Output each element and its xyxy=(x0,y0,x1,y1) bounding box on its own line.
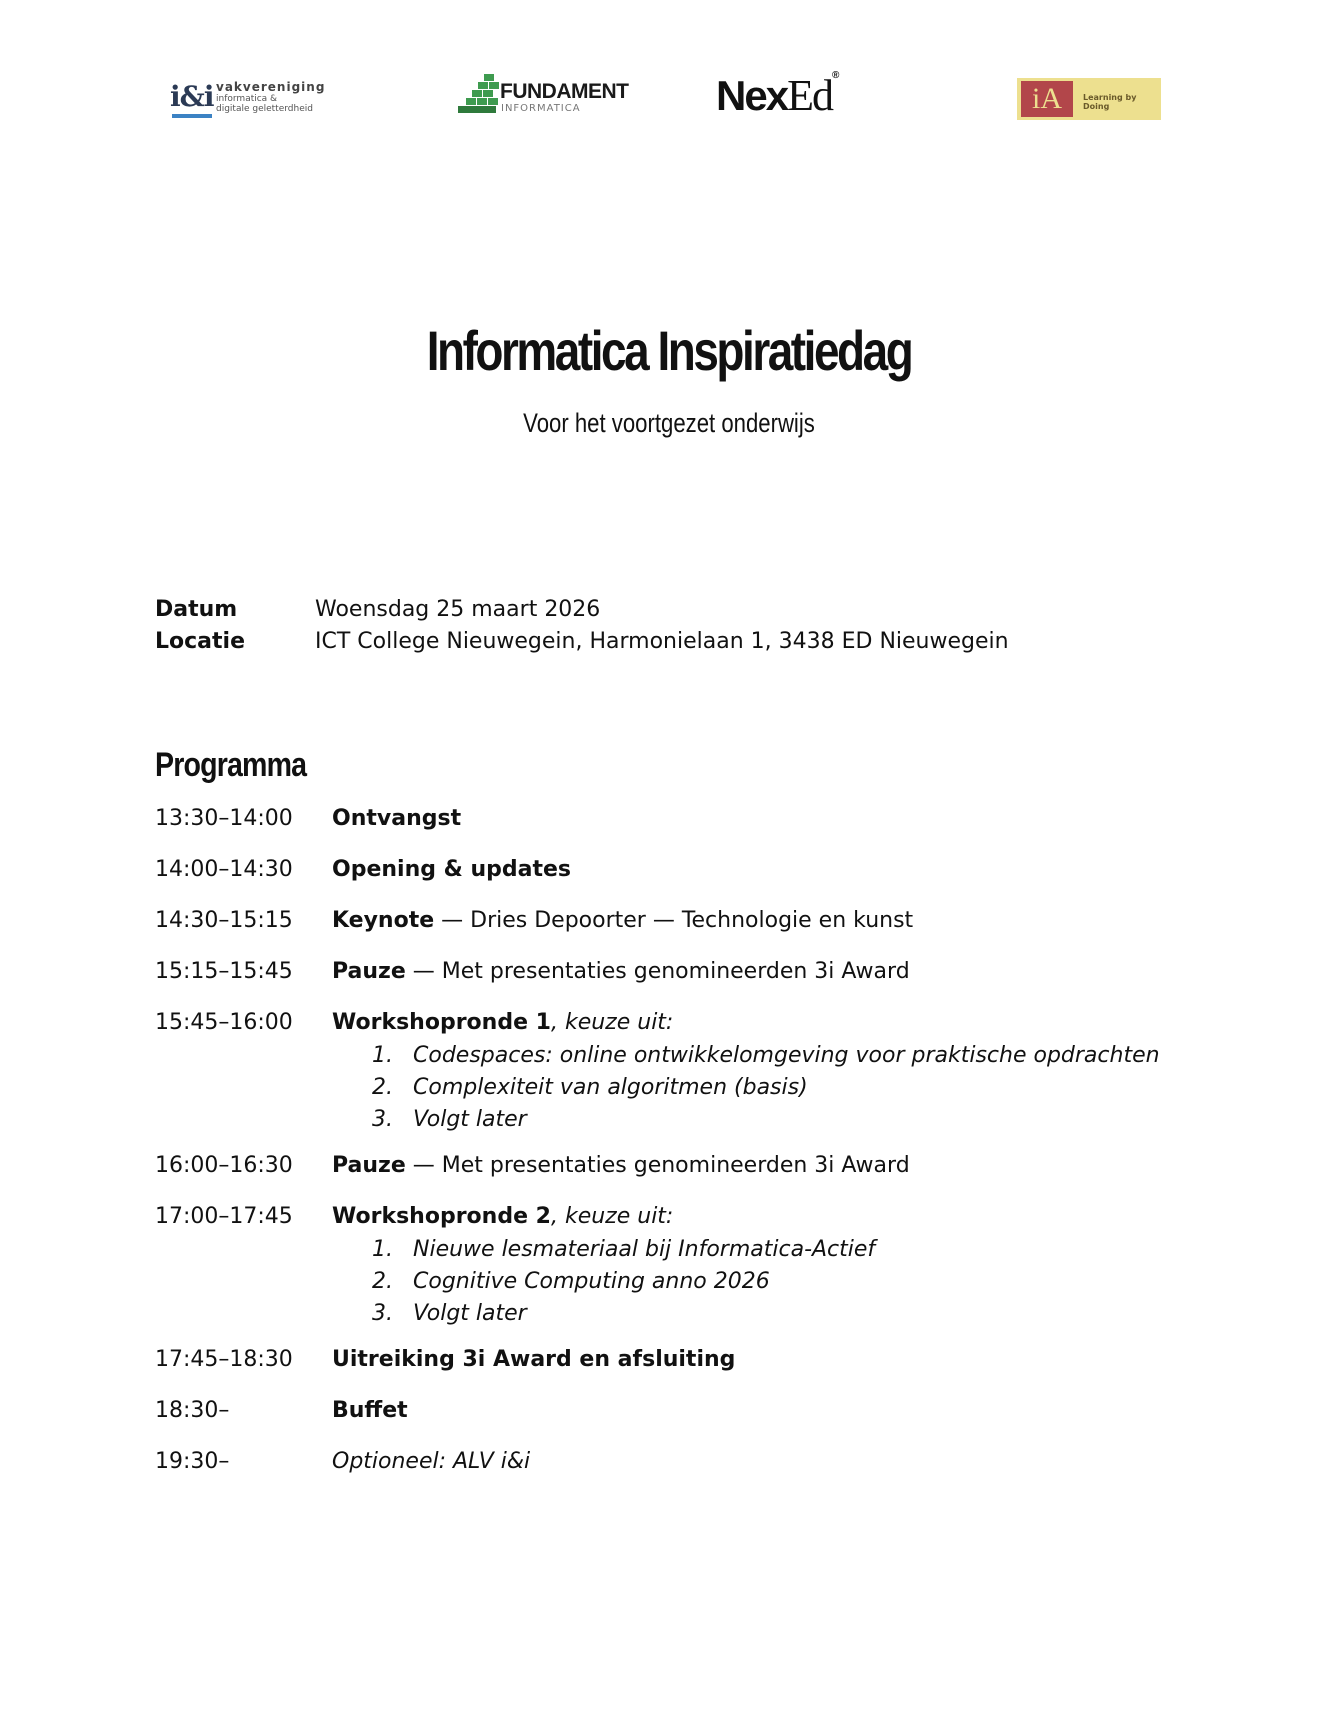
program-item xyxy=(155,906,1255,936)
ii-logo-underline xyxy=(172,114,212,118)
ii-logo-mark: i&i xyxy=(170,80,214,113)
program-item xyxy=(155,1151,1255,1181)
program-detail: — Met presentaties genomineerden 3i Award xyxy=(405,959,910,984)
ii-logo-line3: digitale geletterdheid xyxy=(216,104,313,114)
program-description xyxy=(332,1151,910,1181)
fundament-bricks-icon xyxy=(458,74,496,114)
program-time: 14:30–15:15 xyxy=(155,908,293,933)
workshop-option-number: 2. xyxy=(372,1075,393,1100)
workshop-option-number: 2. xyxy=(372,1269,393,1294)
workshop-option-text: Volgt later xyxy=(413,1107,527,1132)
event-meta xyxy=(155,594,1009,658)
program-time: 13:30–14:00 xyxy=(155,806,293,831)
program-detail: , keuze uit: xyxy=(550,1010,674,1035)
ii-logo-line1: vakvereniging xyxy=(216,80,326,94)
program-time: 15:15–15:45 xyxy=(155,959,293,984)
meta-value: Woensdag 25 maart 2026 xyxy=(315,597,601,622)
ia-logo-tagline: Learning by Doing xyxy=(1083,93,1137,111)
nexed-logo-reg: ® xyxy=(831,70,840,81)
logo-bar xyxy=(0,70,1338,130)
fundament-logo xyxy=(458,74,628,120)
program-item xyxy=(155,1396,1255,1426)
page-subtitle: Voor het voortgezet onderwijs xyxy=(523,408,815,438)
workshop-option xyxy=(332,1040,1160,1072)
fundament-subtitle: INFORMATICA xyxy=(501,103,581,114)
workshop-option xyxy=(332,1072,1160,1104)
program-title: Pauze xyxy=(332,1153,406,1178)
program-description xyxy=(332,855,571,885)
program-description xyxy=(332,906,913,936)
workshop-option xyxy=(332,1234,875,1266)
program-time: 15:45–16:00 xyxy=(155,1010,293,1035)
workshop-option xyxy=(332,1298,875,1330)
program-description xyxy=(332,957,910,987)
program-item xyxy=(155,1202,1255,1324)
program-item xyxy=(155,1345,1255,1375)
program-title: Keynote xyxy=(332,908,435,933)
nexed-logo xyxy=(716,70,839,121)
workshop-option-number: 3. xyxy=(372,1107,393,1132)
program-time: 14:00–14:30 xyxy=(155,857,293,882)
page-title: Informatica Inspiratiedag xyxy=(426,319,912,382)
program-title: Ontvangst xyxy=(332,806,462,831)
program-optional: Optioneel: ALV i&i xyxy=(332,1449,531,1474)
program-description xyxy=(332,804,461,834)
program-description xyxy=(332,1345,735,1375)
program-title: Buffet xyxy=(332,1398,408,1423)
workshop-option-number: 1. xyxy=(372,1043,393,1068)
workshop-option xyxy=(332,1104,1160,1136)
meta-label: Locatie xyxy=(155,629,245,654)
nexed-logo-nex: Nex xyxy=(716,72,788,119)
nexed-logo-ed: Ed xyxy=(787,71,832,120)
program-title: Workshopronde 2 xyxy=(332,1204,551,1229)
program-time: 17:45–18:30 xyxy=(155,1347,293,1372)
program-heading: Programma xyxy=(155,746,307,784)
program-description xyxy=(332,1447,530,1477)
program-title: Workshopronde 1 xyxy=(332,1010,551,1035)
ii-logo-text xyxy=(216,80,325,114)
ia-logo-mark: iA xyxy=(1021,81,1073,117)
program-title: Pauze xyxy=(332,959,406,984)
program-title: Opening & updates xyxy=(332,857,572,882)
program-time: 18:30– xyxy=(155,1398,230,1423)
meta-value: ICT College Nieuwegein, Harmonielaan 1, 3438 ED Nieuwegein xyxy=(315,629,1009,654)
ii-logo xyxy=(170,76,330,116)
program-list xyxy=(155,804,1255,1498)
fundament-title: FUNDAMENT xyxy=(500,80,629,103)
program-item xyxy=(155,1447,1255,1477)
program-detail: — Met presentaties genomineerden 3i Award xyxy=(405,1153,910,1178)
program-item xyxy=(155,804,1255,834)
workshop-option-text: Codespaces: online ontwikkelomgeving voor praktische opdrachten xyxy=(413,1043,1160,1068)
meta-label: Datum xyxy=(155,597,238,622)
workshop-option-number: 1. xyxy=(372,1237,393,1262)
program-description xyxy=(332,1396,408,1426)
program-item xyxy=(155,1008,1255,1130)
program-description xyxy=(332,1008,1160,1130)
workshop-option-text: Volgt later xyxy=(413,1301,527,1326)
program-item xyxy=(155,855,1255,885)
program-title: Uitreiking 3i Award en afsluiting xyxy=(332,1347,736,1372)
ii-logo-line2: informatica & xyxy=(216,94,278,104)
program-item xyxy=(155,957,1255,987)
program-time: 16:00–16:30 xyxy=(155,1153,293,1178)
workshop-options xyxy=(332,1040,1160,1136)
meta-row-date xyxy=(155,594,1009,626)
workshop-option-text: Cognitive Computing anno 2026 xyxy=(413,1269,770,1294)
workshop-option-number: 3. xyxy=(372,1301,393,1326)
meta-row-location xyxy=(155,626,1009,658)
program-time: 17:00–17:45 xyxy=(155,1204,293,1229)
workshop-option-text: Complexiteit van algoritmen (basis) xyxy=(413,1075,808,1100)
ia-logo xyxy=(1017,78,1161,120)
workshop-option-text: Nieuwe lesmateriaal bij Informatica-Actief xyxy=(413,1237,876,1262)
program-description xyxy=(332,1202,875,1324)
program-detail: , keuze uit: xyxy=(550,1204,674,1229)
program-detail: — Dries Depoorter — Technologie en kunst xyxy=(434,908,914,933)
workshop-option xyxy=(332,1266,875,1298)
workshop-options xyxy=(332,1234,875,1330)
program-time: 19:30– xyxy=(155,1449,230,1474)
